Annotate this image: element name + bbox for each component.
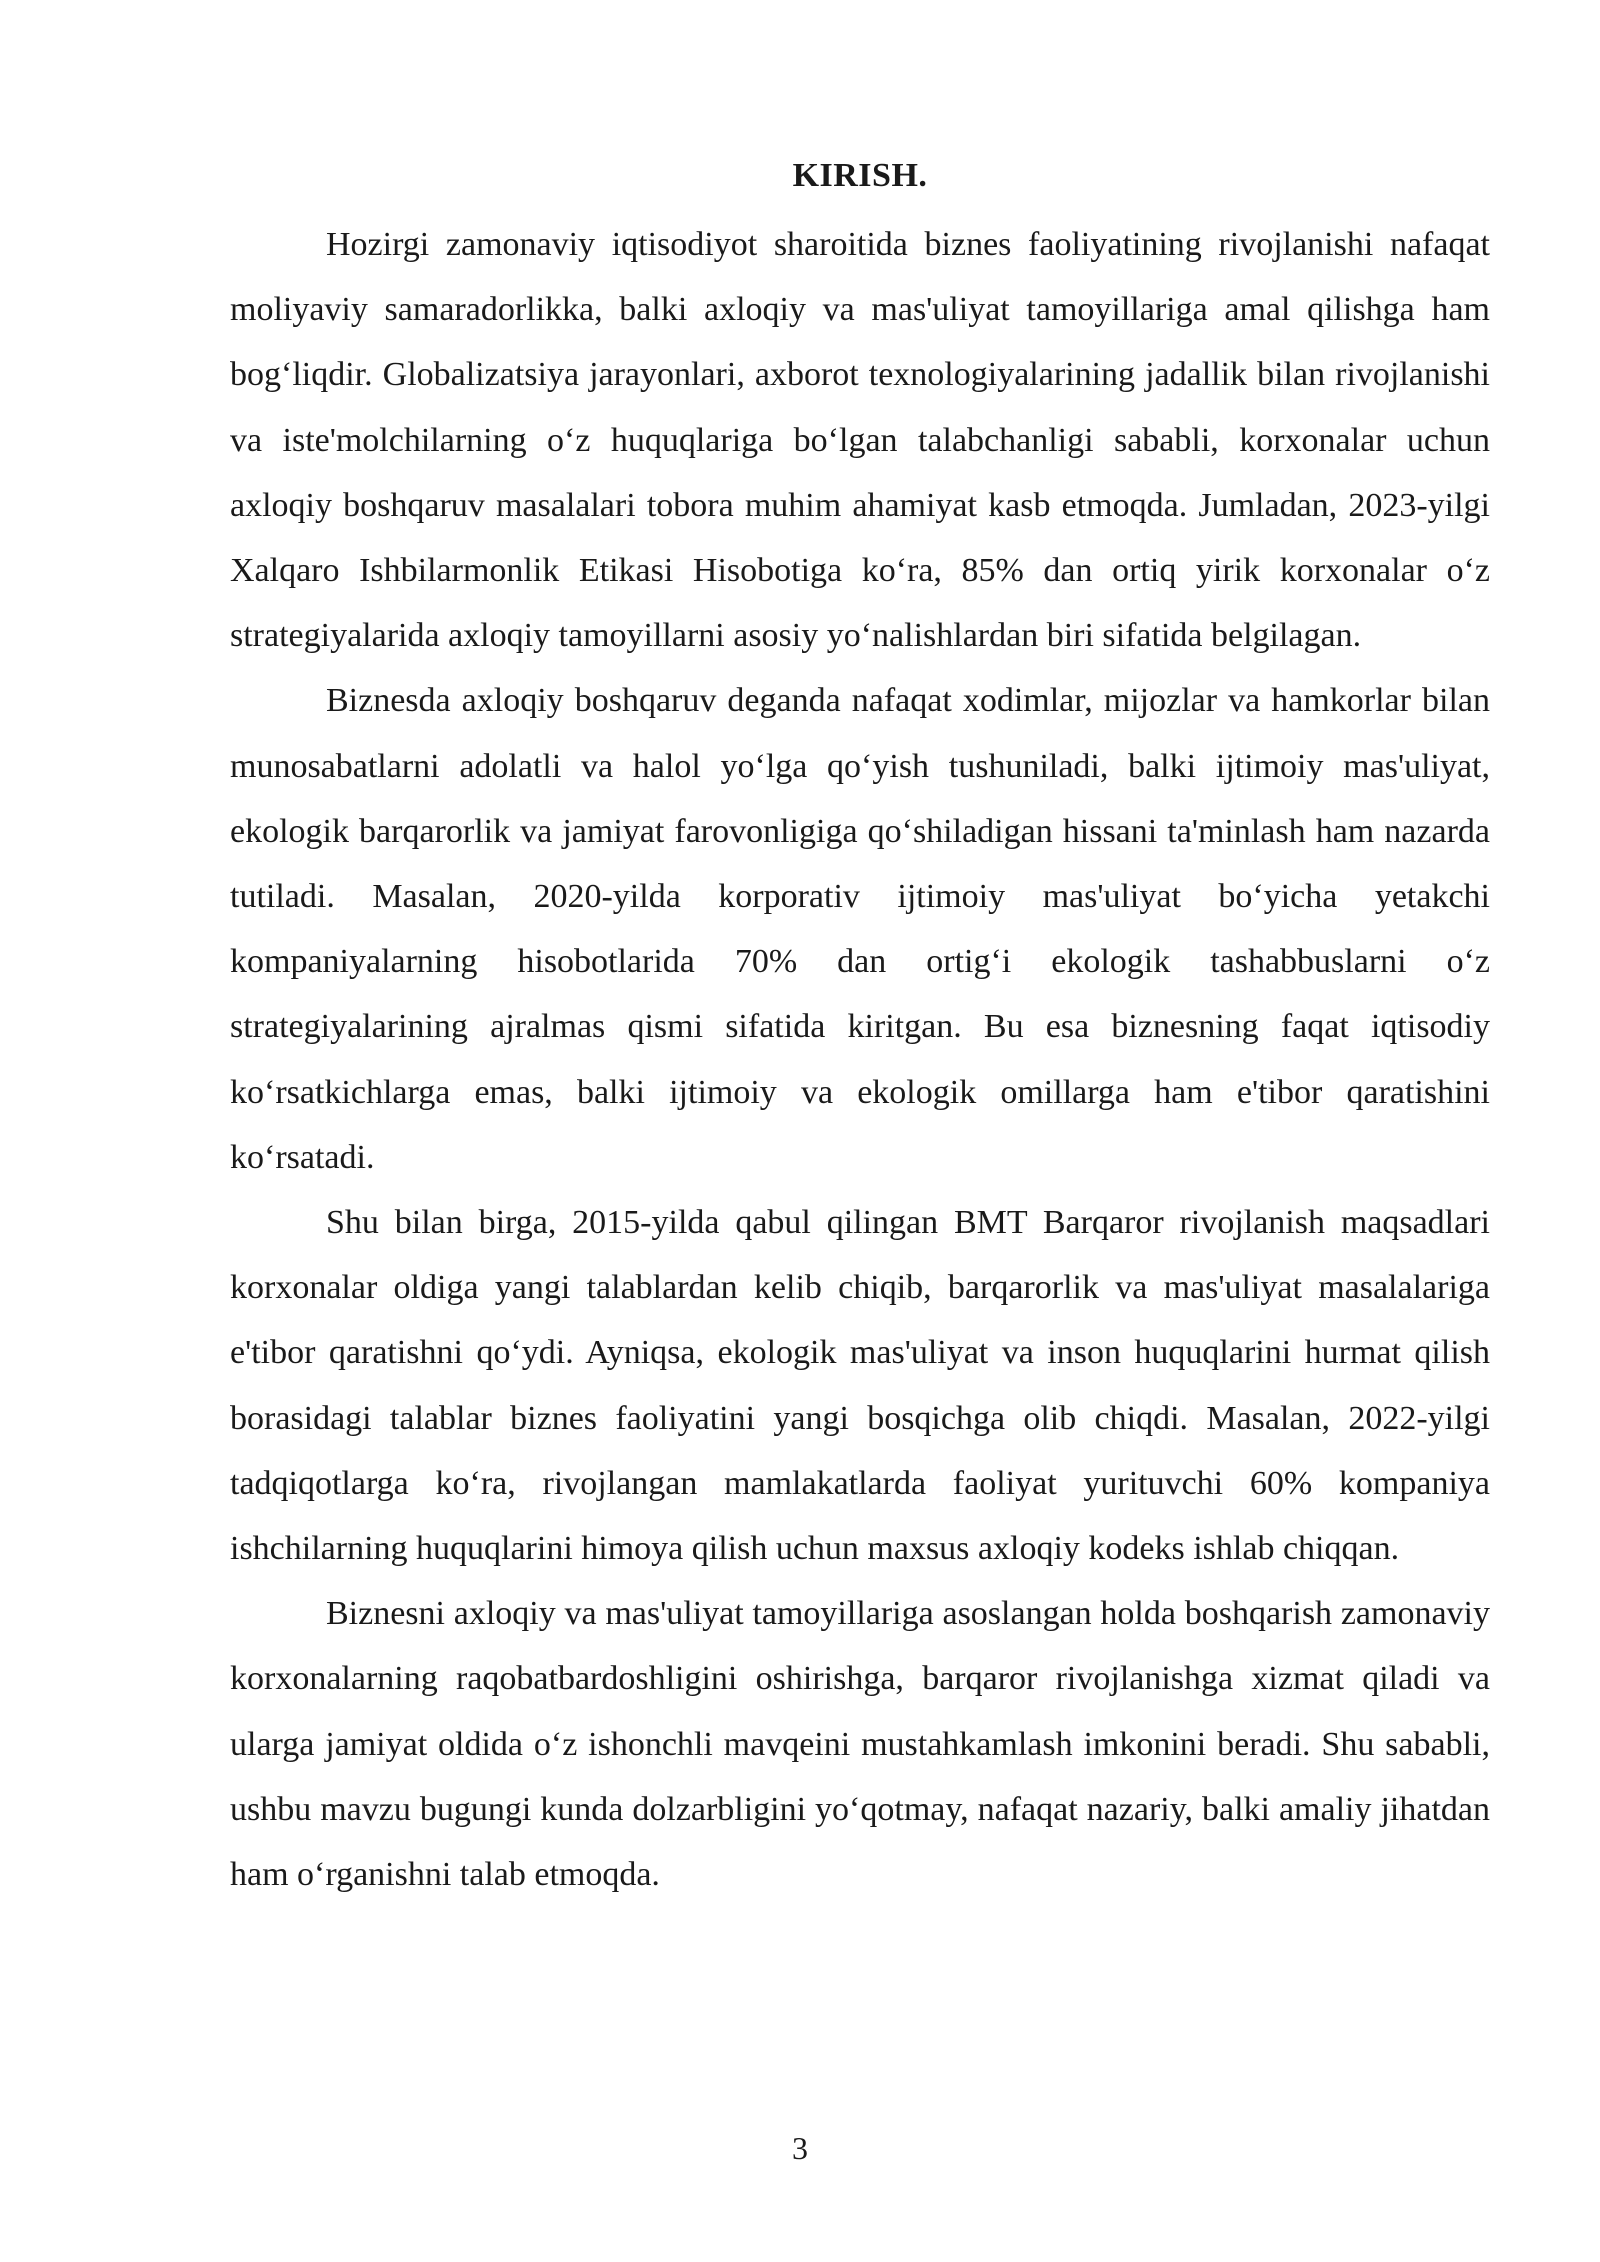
paragraph-1: Hozirgi zamonaviy iqtisodiyot sharoitida biznes faoliyatining rivojlanishi nafaqat moliyaviy samaradorlikka, balki axloqiy va mas'uliyat tamoyillariga amal qilishga ham bog‘liqdir. Globalizatsiya jarayonlari, axborot texnologiyalarining jadallik bilan rivojlanishi va iste'molchilarning o‘z huquqlariga bo‘lgan talabchanligi sababli, korxonalar uchun axloqiy boshqaruv masalalari tobora muhim ahamiyat kasb etmoqda. Jumladan, 2023-yilgi Xalqaro Ishbilarmonlik Etikasi Hisobotiga ko‘ra, 85% dan ortiq yirik korxonalar o‘z strategiyalarida axloqiy tamoyillarni asosiy yo‘nalishlardan biri sifatida belgilagan.	[230, 226, 1490, 655]
paragraph-2: Biznesda axloqiy boshqaruv deganda nafaqat xodimlar, mijozlar va hamkorlar bilan munosabatlarni adolatli va halol yo‘lga qo‘yish tushuniladi, balki ijtimoiy mas'uliyat, ekologik barqarorlik va jamiyat farovonligiga qo‘shiladigan hissani ta'minlash ham nazarda tutiladi. Masalan, 2020-yilda korporativ ijtimoiy mas'uliyat bo‘yicha yetakchi kompaniyalarning hisobotlarida 70% dan ortig‘i ekologik tashabbuslarni o‘z strategiyalarining ajralmas qismi sifatida kiritgan. Bu esa biznesning faqat iqtisodiy ko‘rsatkichlarga emas, balki ijtimoiy va ekologik omillarga ham e'tibor qaratishini ko‘rsatadi.	[230, 682, 1490, 1176]
page-content	[230, 150, 1490, 1907]
paragraph-3: Shu bilan birga, 2015-yilda qabul qilingan BMT Barqaror rivojlanish maqsadlari korxonalar oldiga yangi talablardan kelib chiqib, barqarorlik va mas'uliyat masalalariga e'tibor qaratishni qo‘ydi. Ayniqsa, ekologik mas'uliyat va inson huquqlarini hurmat qilish borasidagi talablar biznes faoliyatini yangi bosqichga olib chiqdi. Masalan, 2022-yilgi tadqiqotlarga ko‘ra, rivojlangan mamlakatlarda faoliyat yurituvchi 60% kompaniya ishchilarning huquqlarini himoya qilish uchun maxsus axloqiy kodeks ishlab chiqqan.	[230, 1204, 1490, 1568]
section-title: KIRISH.	[792, 157, 928, 194]
paragraph-4: Biznesni axloqiy va mas'uliyat tamoyillariga asoslangan holda boshqarish zamonaviy korxonalarning raqobatbardoshligini oshirishga, barqaror rivojlanishga xizmat qiladi va ularga jamiyat oldida o‘z ishonchli mavqeini mustahkamlash imkonini beradi. Shu sababli, ushbu mavzu bugungi kunda dolzarbligini yo‘qotmay, nafaqat nazariy, balki amaliy jihatdan ham o‘rganishni talab etmoqda.	[230, 1595, 1490, 1894]
page-number: 3	[792, 2130, 808, 2166]
